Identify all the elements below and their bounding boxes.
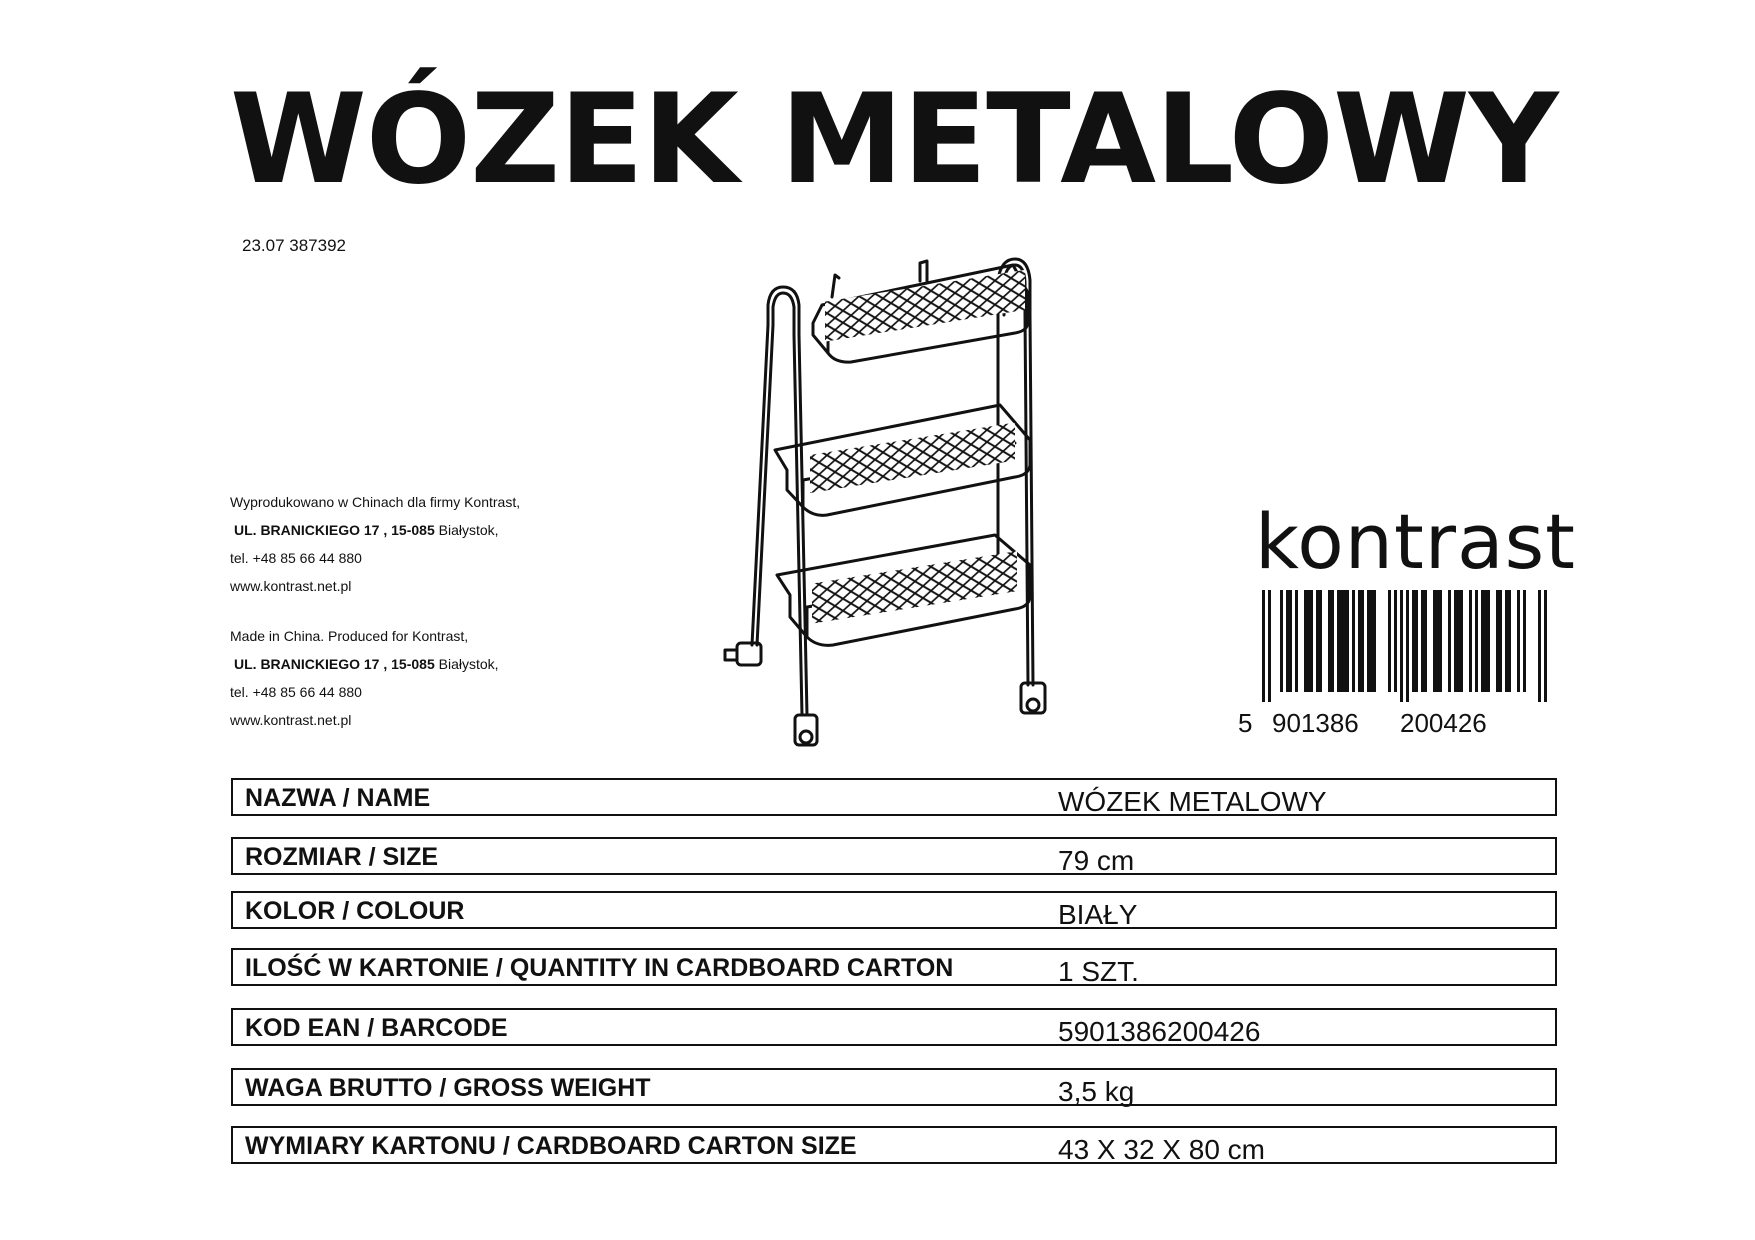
barcode-bar (1352, 590, 1355, 692)
barcode-bar (1439, 590, 1442, 692)
product-code: 23.07 387392 (242, 236, 346, 255)
spec-label: WYMIARY KARTONU / CARDBOARD CARTON SIZE (245, 1132, 857, 1160)
barcode-bar (1538, 590, 1541, 702)
barcode-bar (1373, 590, 1376, 692)
ean-barcode (1262, 590, 1562, 705)
barcode-bar (1406, 590, 1409, 702)
barcode-bar (1460, 590, 1463, 692)
spec-value: 79 cm (1058, 845, 1135, 876)
barcode-left-group: 901386 (1272, 708, 1359, 738)
barcode-bar (1346, 590, 1349, 692)
barcode-bar (1544, 590, 1547, 702)
barcode-bar (1475, 590, 1478, 692)
barcode-bar (1280, 590, 1283, 692)
barcode-bar (1487, 590, 1490, 692)
barcode-bar (1457, 590, 1460, 692)
barcode-bar (1328, 590, 1331, 692)
manufacturer-info-en (230, 622, 499, 734)
address-city: Białystok, (438, 656, 499, 672)
website: www.kontrast.net.pl (230, 578, 352, 594)
barcode-bar (1469, 590, 1472, 692)
spec-row-barcode (231, 1008, 1557, 1046)
barcode-bar (1448, 590, 1451, 692)
spec-label: KOD EAN / BARCODE (245, 1014, 508, 1042)
barcode-bar (1436, 590, 1439, 692)
spec-label: WAGA BRUTTO / GROSS WEIGHT (245, 1074, 651, 1102)
barcode-bar (1286, 590, 1289, 692)
spec-label: NAZWA / NAME (245, 784, 431, 812)
spec-row-size (231, 837, 1557, 875)
barcode-bar (1454, 590, 1457, 692)
manufacturer-line: Made in China. Produced for Kontrast, (230, 628, 469, 644)
address-street: UL. BRANICKIEGO 17 , 15-085 (234, 656, 435, 672)
barcode-bar (1340, 590, 1343, 692)
barcode-bar (1394, 590, 1397, 692)
barcode-bar (1358, 590, 1361, 692)
phone-number: tel. +48 85 66 44 880 (230, 684, 362, 700)
website: www.kontrast.net.pl (230, 712, 352, 728)
spec-label: KOLOR / COLOUR (245, 897, 465, 925)
spec-row-carton-size (231, 1126, 1557, 1164)
spec-row-quantity (231, 948, 1557, 986)
barcode-bar (1295, 590, 1298, 692)
barcode-bar (1424, 590, 1427, 692)
brand-logo: kontrast (1255, 497, 1576, 586)
barcode-bar (1367, 590, 1370, 692)
barcode-bar (1481, 590, 1484, 692)
barcode-bar (1289, 590, 1292, 692)
spec-row-colour (231, 891, 1557, 929)
barcode-first-digit: 5 (1238, 708, 1253, 738)
spec-value: 43 X 32 X 80 cm (1058, 1134, 1266, 1165)
page-title: WÓZEK METALOWY (230, 68, 1558, 212)
cart-illustration (715, 245, 1065, 755)
barcode-bar (1400, 590, 1403, 702)
barcode-bar (1523, 590, 1526, 692)
barcode-bar (1268, 590, 1271, 702)
barcode-bar (1307, 590, 1310, 692)
barcode-bar (1484, 590, 1487, 692)
barcode-bar (1331, 590, 1334, 692)
address-city: Białystok, (438, 522, 499, 538)
barcode-bar (1421, 590, 1424, 692)
barcode-right-group: 200426 (1400, 708, 1487, 738)
spec-row-name (231, 778, 1557, 816)
barcode-bar (1388, 590, 1391, 692)
spec-label: ROZMIAR / SIZE (245, 843, 439, 871)
barcode-bar (1337, 590, 1340, 692)
barcode-bar (1508, 590, 1511, 692)
barcode-bar (1343, 590, 1346, 692)
barcode-bar (1262, 590, 1265, 702)
spec-value: WÓZEK METALOWY (1058, 786, 1327, 817)
barcode-bar (1361, 590, 1364, 692)
barcode-bar (1304, 590, 1307, 692)
barcode-bar (1517, 590, 1520, 692)
barcode-bar (1505, 590, 1508, 692)
barcode-bar (1433, 590, 1436, 692)
spec-value: 5901386200426 (1058, 1016, 1261, 1047)
address-street: UL. BRANICKIEGO 17 , 15-085 (234, 522, 435, 538)
barcode-bar (1415, 590, 1418, 692)
spec-label: ILOŚĆ W KARTONIE / QUANTITY IN CARDBOARD CARTON (245, 954, 954, 982)
barcode-bar (1370, 590, 1373, 692)
manufacturer-info-pl (230, 488, 520, 600)
barcode-bar (1316, 590, 1319, 692)
spec-row-weight (231, 1068, 1557, 1106)
spec-value: 1 SZT. (1058, 956, 1139, 987)
barcode-bar (1319, 590, 1322, 692)
manufacturer-line: Wyprodukowano w Chinach dla firmy Kontrast, (230, 494, 521, 510)
barcode-bar (1412, 590, 1415, 692)
phone-number: tel. +48 85 66 44 880 (230, 550, 362, 566)
spec-value: 3,5 kg (1058, 1076, 1135, 1107)
spec-value: BIAŁY (1058, 899, 1138, 930)
barcode-bar (1499, 590, 1502, 692)
barcode-bar (1310, 590, 1313, 692)
barcode-bar (1496, 590, 1499, 692)
